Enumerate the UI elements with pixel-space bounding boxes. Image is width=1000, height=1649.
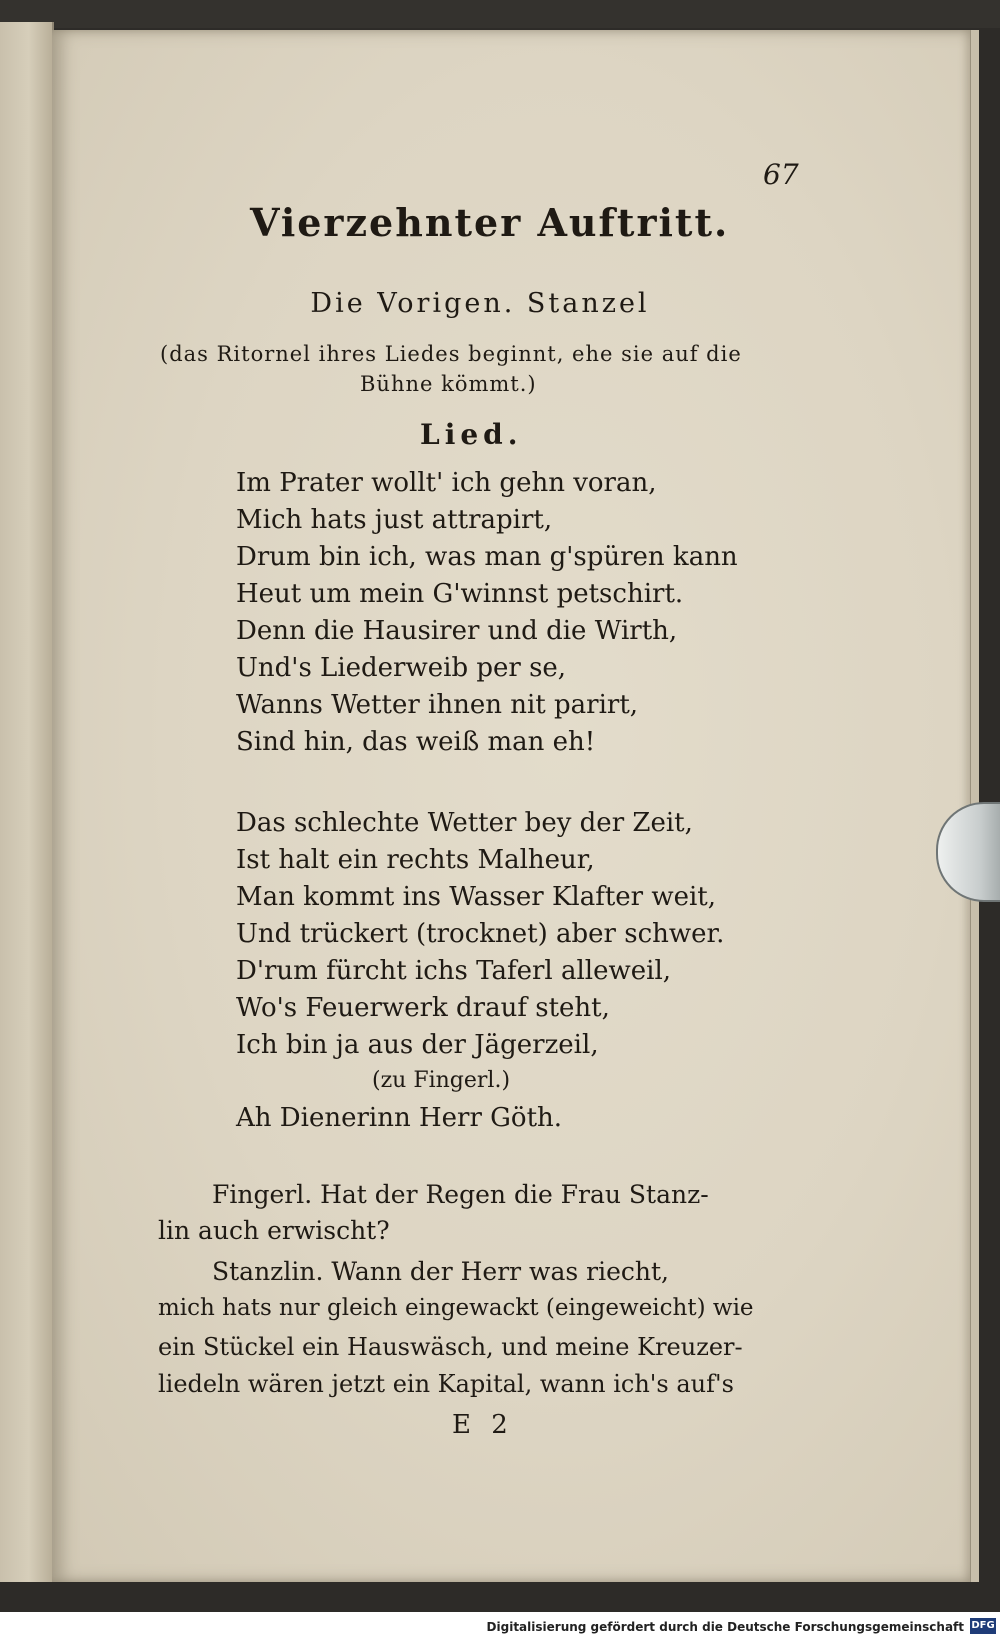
verse-line: Ich bin ja aus der Jägerzeil, — [236, 1030, 599, 1060]
verse-line: Wanns Wetter ihnen nit parirt, — [236, 690, 639, 720]
verse-line: Drum bin ich, was man g'spüren kann — [236, 542, 738, 572]
verse-line: Ist halt ein rechts Malheur, — [236, 845, 595, 875]
dfg-logo: DFG — [970, 1618, 996, 1634]
verse-line: Denn die Hausirer und die Wirth, — [236, 616, 678, 646]
footer-bar — [0, 1612, 1000, 1649]
verse-line: D'rum fürcht ichs Taferl alleweil, — [236, 956, 672, 986]
prose-line: mich hats nur gleich eingewackt (eingeweicht) wie — [158, 1295, 754, 1321]
verse-line: Das schlechte Wetter bey der Zeit, — [236, 808, 693, 838]
verse-line: Mich hats just attrapirt, — [236, 505, 553, 535]
verse-line: Heut um mein G'winnst petschirt. — [236, 579, 684, 609]
scene-title: Vierzehnter Auftritt. — [250, 200, 730, 245]
signature-mark: E 2 — [452, 1410, 514, 1440]
prose-line: liedeln wären jetzt ein Kapital, wann ich's auf's — [158, 1370, 734, 1398]
song-heading: Lied. — [420, 418, 523, 451]
stage-note: (zu Fingerl.) — [372, 1068, 511, 1093]
verse-line: Im Prater wollt' ich gehn voran, — [236, 468, 657, 498]
characters-line: Die Vorigen. Stanzel — [310, 288, 650, 319]
prose-line: ein Stückel ein Hauswäsch, und meine Kreuzer- — [158, 1333, 743, 1361]
verse-line: Und's Liederweib per se, — [236, 653, 567, 683]
prose-line: Fingerl. Hat der Regen die Frau Stanz- — [212, 1180, 709, 1209]
prose-line: Stanzlin. Wann der Herr was riecht, — [212, 1257, 669, 1286]
left-page-edge — [0, 22, 54, 1582]
prose-line: lin auch erwischt? — [158, 1216, 390, 1245]
footer-credit: Digitalisierung gefördert durch die Deutsche Forschungsgemeinschaft — [486, 1620, 964, 1634]
stage-direction-line-1: (das Ritornel ihres Liedes beginnt, ehe sie auf die — [160, 342, 742, 366]
verse-line: Ah Dienerinn Herr Göth. — [236, 1103, 563, 1133]
verse-line: Wo's Feuerwerk drauf steht, — [236, 993, 610, 1023]
stage-direction-line-2: Bühne kömmt.) — [360, 372, 537, 396]
page-number: 67 — [763, 158, 799, 191]
verse-line: Man kommt ins Wasser Klafter weit, — [236, 882, 717, 912]
verse-line: Sind hin, das weiß man eh! — [236, 727, 596, 757]
scan-top-edge — [0, 0, 1000, 28]
verse-line: Und trückert (trocknet) aber schwer. — [236, 919, 725, 949]
